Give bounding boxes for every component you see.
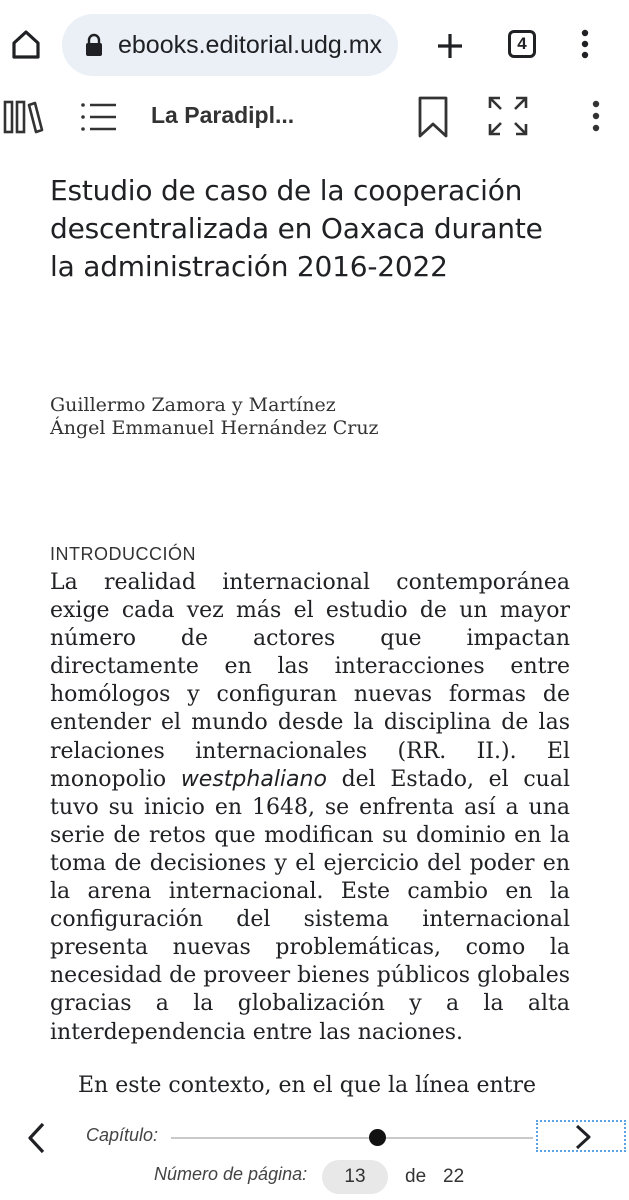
table-of-contents-icon[interactable] xyxy=(78,100,118,134)
book-page xyxy=(50,172,570,1098)
page-of-label: de xyxy=(405,1166,427,1187)
bookmark-icon[interactable] xyxy=(416,94,450,140)
body-paragraph xyxy=(50,569,570,1047)
chapter-slider-handle[interactable] xyxy=(369,1129,386,1146)
new-tab-plus-icon[interactable] xyxy=(430,26,470,66)
next-page-button[interactable] xyxy=(536,1120,626,1152)
home-icon[interactable] xyxy=(6,24,46,64)
previous-page-button[interactable] xyxy=(22,1120,52,1156)
author-name: Ángel Emmanuel Hernández Cruz xyxy=(50,417,379,439)
lock-icon xyxy=(84,33,104,57)
paragraph-text: del Estado, el cual tuvo su inicio en 1648, se enfrenta así a una serie de retos que modifican su dominio en la toma de decisiones y el ejercicio del poder en la arena internacional. Este cambio en la configuración del sistema internacional presenta nuevas problemáticas, como la necesidad de proveer bienes públicos globales gracias a la globalización y a la alta interdependencia entre las naciones. xyxy=(50,766,570,1045)
tab-switcher-button[interactable]: 4 xyxy=(508,30,536,58)
chapter-title: Estudio de caso de la cooperación descentralizada en Oaxaca durante la administración 2016-2022 xyxy=(50,174,543,283)
page-number-label: Número de página: xyxy=(154,1164,308,1184)
library-icon[interactable] xyxy=(2,96,46,136)
author-name: Guillermo Zamora y Martínez xyxy=(50,394,336,416)
section-heading: INTRODUCCIÓN xyxy=(50,544,196,564)
page-total: 22 xyxy=(443,1166,465,1187)
fullscreen-icon[interactable] xyxy=(486,94,530,138)
book-title: La Paradipl... xyxy=(151,102,295,128)
content-clip xyxy=(0,1098,629,1112)
chevron-right-icon xyxy=(572,1124,594,1150)
paragraph-italic-text: westphaliano xyxy=(180,766,327,792)
browser-menu-icon[interactable] xyxy=(573,24,597,64)
authors xyxy=(50,394,570,440)
reader-toolbar xyxy=(0,90,629,146)
chapter-label: Capítulo: xyxy=(86,1125,159,1145)
address-bar[interactable] xyxy=(62,14,398,76)
browser-toolbar xyxy=(0,0,629,90)
url-text: ebooks.editorial.udg.mx xyxy=(118,31,383,59)
body-paragraph: En este contexto, en el que la línea entre xyxy=(78,1073,537,1098)
paragraph-text: La realidad internacional contemporánea exige cada vez más el estudio de un mayor número de actores que impactan directamente en las interacciones entre homólogos y configuran nuevas formas de entender el mundo desde la disciplina de las relaciones internacionales (RR. II.). El monopolio xyxy=(50,570,570,792)
chapter-slider[interactable] xyxy=(171,1137,533,1139)
reader-menu-icon[interactable] xyxy=(584,96,608,136)
page-number-input[interactable]: 13 xyxy=(322,1160,388,1194)
